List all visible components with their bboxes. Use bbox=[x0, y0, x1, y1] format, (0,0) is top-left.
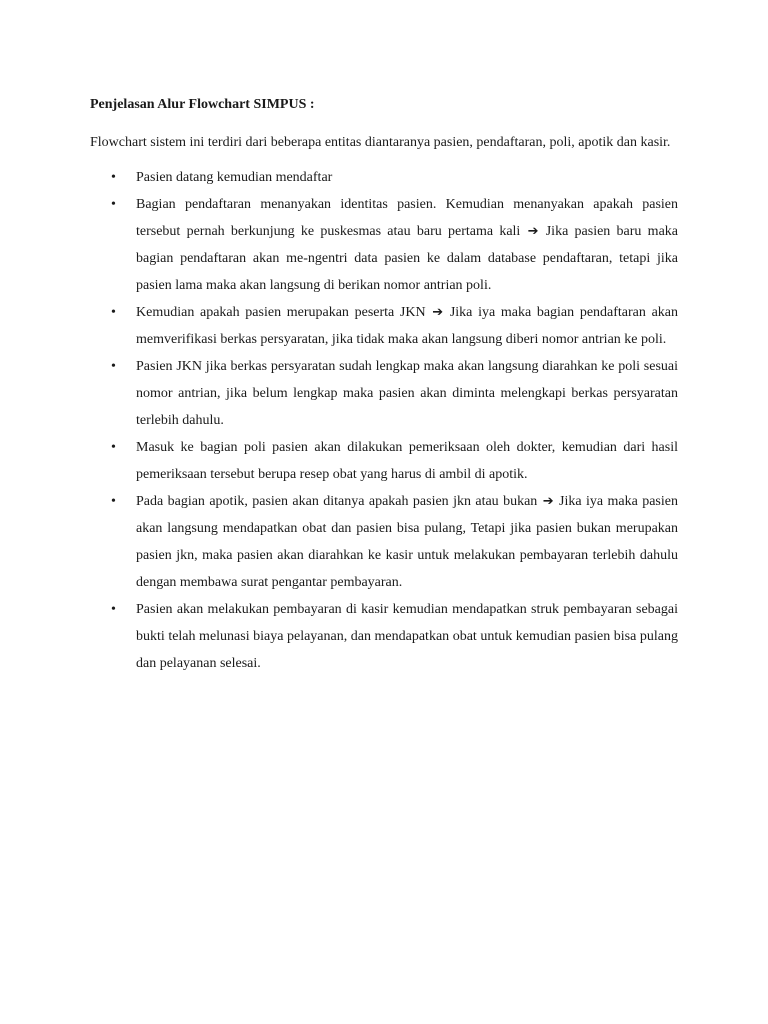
list-item-text: Kemudian apakah pasien merupakan peserta JKN bbox=[136, 305, 426, 320]
bullet-icon: • bbox=[111, 494, 116, 509]
document-title: Penjelasan Alur Flowchart SIMPUS : bbox=[90, 97, 315, 112]
list-item-text: Pada bagian apotik, pasien akan ditanya apakah pasien jkn atau bukan bbox=[136, 494, 538, 509]
bullet-icon: • bbox=[111, 602, 116, 617]
bullet-icon: • bbox=[111, 440, 116, 455]
bullet-icon: • bbox=[111, 197, 116, 212]
list-item-text: Pasien akan melakukan pembayaran di kasir kemudian mendapatkan struk pembayaran sebagai bukti telah melunasi biaya pelayanan, dan mendapatkan obat untuk kemudian pasien bisa pulang dan pelayanan selesai. bbox=[136, 602, 678, 671]
list-item-text: Pasien JKN jika berkas persyaratan sudah lengkap maka akan langsung diarahkan ke poli sesuai nomor antrian, jika belum lengkap maka pasien akan diminta melengkapi berkas persyaratan terlebih dahulu. bbox=[136, 359, 678, 428]
list-item bbox=[90, 488, 678, 596]
arrow-right-icon: ➔ bbox=[527, 224, 539, 239]
list-item-text: Pasien datang kemudian mendaftar bbox=[136, 170, 333, 185]
list-item-text-continued: Jika iya maka pasien akan langsung mendapatkan obat dan pasien bisa pulang, Tetapi jika pasien bukan merupakan pasien jkn, maka pasien akan diarahkan ke kasir untuk melakukan pembayaran terlebih dahulu dengan membawa surat pengantar pembayaran. bbox=[136, 494, 678, 590]
arrow-right-icon: ➔ bbox=[432, 305, 444, 320]
bullet-icon: • bbox=[111, 305, 116, 320]
list-item bbox=[90, 353, 678, 434]
list-item bbox=[90, 434, 678, 488]
document-content bbox=[90, 95, 678, 677]
list-item bbox=[90, 299, 678, 353]
list-item-text: Bagian pendaftaran menanyakan identitas pasien. Kemudian menanyakan apakah pasien tersebut pernah berkunjung ke puskesmas atau baru pertama kali bbox=[136, 197, 678, 239]
list-item-text-continued: Jika iya maka bagian pendaftaran akan memverifikasi berkas persyaratan, jika tidak maka akan langsung diberi nomor antrian ke poli. bbox=[136, 305, 678, 347]
list-item bbox=[90, 191, 678, 299]
list-item-text-continued: Jika pasien baru maka bagian pendaftaran akan me-ngentri data pasien ke dalam database pendaftaran, tetapi jika pasien lama maka akan langsung di berikan nomor antrian poli. bbox=[136, 224, 678, 293]
bullet-list bbox=[90, 164, 678, 677]
bullet-icon: • bbox=[111, 170, 116, 185]
intro-paragraph: Flowchart sistem ini terdiri dari beberapa entitas diantaranya pasien, pendaftaran, poli, apotik dan kasir. bbox=[90, 135, 671, 150]
list-item bbox=[90, 164, 678, 191]
bullet-icon: • bbox=[111, 359, 116, 374]
arrow-right-icon: ➔ bbox=[542, 494, 554, 509]
list-item bbox=[90, 596, 678, 677]
list-item-text: Masuk ke bagian poli pasien akan dilakukan pemeriksaan oleh dokter, kemudian dari hasil pemeriksaan tersebut berupa resep obat yang harus di ambil di apotik. bbox=[136, 440, 678, 482]
